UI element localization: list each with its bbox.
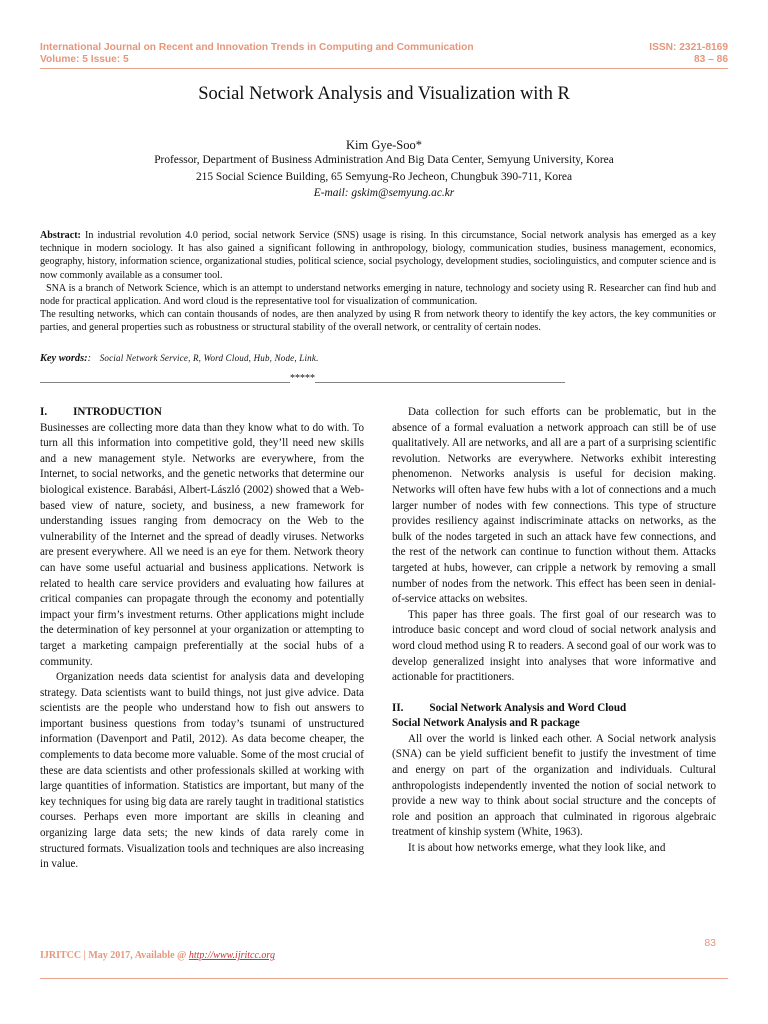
- issn-header: [649, 42, 728, 66]
- header-rule: [40, 68, 728, 69]
- paragraph: This paper has three goals. The first goal of our research was to introduce basic concept and word cloud of social network analysis and word cloud method using R to readers. A second goal of our work was to develop generalized insight into analyses that wore informative and actionable for practitioners.: [392, 608, 716, 684]
- paper-title: Social Network Analysis and Visualization with R: [198, 84, 570, 104]
- section-number: I.: [40, 406, 48, 418]
- section-separator: __________________________________________________*****__________________________________________________: [40, 373, 565, 384]
- page-range: 83 – 86: [694, 54, 728, 65]
- keywords-sep: :: [87, 353, 92, 364]
- spacer: [392, 686, 716, 701]
- abstract-paragraph-2: SNA is a branch of Network Science, which is an attempt to understand networks emerging in nature, technology and society using R. Researcher can find hub and node for practical application. And word cloud is the representative tool for visualization of communication.: [40, 282, 716, 308]
- author-name: Kim Gye-Soo*: [345, 138, 423, 152]
- keywords: [40, 353, 716, 364]
- paragraph: All over the world is linked each other. A Social network analysis (SNA) can be yield sufficient benefit to justify the investment of time and energy on part of the organization and individuals. Cultural anthropologists independently invented the notion of social network to provide a new way to think about social structure and the concepts of role and position an approach that culminated in rigorous algebraic treatment of kinship system (White, 1963).: [392, 732, 716, 839]
- section-heading-sna: [392, 701, 716, 717]
- footer-text: IJRITCC | May 2017, Available @: [40, 950, 187, 961]
- page-number: 83: [704, 937, 716, 949]
- footer: [40, 950, 275, 961]
- keywords-label: Key words:: [40, 353, 88, 364]
- paragraph: Organization needs data scientist for analysis data and developing strategy. Data scientists want to build things, not just give advice. Data scientists are the people who understand how to fish out answers to important business questions from today’s tsunami of unstructured information (Davenport and Patil, 2012). As data become cheaper, the complements to data become more valuable. Some of the most crucial of these are data scientists and other professionals skilled at working with large quantities of information. Statistics are important, but many of the key techniques for using big data are rarely taught in traditional statistics courses. Perhaps even more important are skills in cleaning and organizing large data sets; the new kinds of data rarely come in structured formats. Visualization tools and techniques are also increasing in value.: [40, 671, 364, 871]
- footer-rule: [40, 978, 728, 979]
- affiliation-line-1: Professor, Department of Business Administration And Big Data Center, Semyung University, Korea: [154, 154, 614, 166]
- right-column: [392, 405, 716, 857]
- section-number: II.: [392, 701, 404, 714]
- author-email: E-mail: gskim@semyung.ac.kr: [313, 187, 455, 199]
- left-column: [40, 405, 364, 873]
- section-title: INTRODUCTION: [73, 406, 162, 418]
- abstract-paragraph-1: [40, 229, 716, 282]
- journal-header: [40, 42, 474, 66]
- abstract-text-1: In industrial revolution 4.0 period, social network Service (SNS) usage is rising. In this circumstance, Social network analysis has emerged as a key technique in modern sociology. It has also gained a significant following in anthropology, biology, communication studies, business management, economics, geography, history, information science, organizational studies, political science, social psychology, development studies, sociolinguistics, and computer science and is now commonly available as a consumer tool.: [40, 230, 716, 281]
- keywords-text: Social Network Service, R, Word Cloud, Hub, Node, Link.: [99, 353, 319, 363]
- abstract-label: Abstract:: [40, 230, 81, 241]
- subsection-heading: Social Network Analysis and R package: [392, 717, 580, 730]
- journal-link[interactable]: http://www.ijritcc.org: [188, 950, 275, 961]
- paragraph: It is about how networks emerge, what they look like, and: [408, 842, 666, 855]
- affiliation-line-2: 215 Social Science Building, 65 Semyung-Ro Jecheon, Chungbuk 390-711, Korea: [195, 171, 573, 183]
- journal-name: International Journal on Recent and Innovation Trends in Computing and Communication: [40, 42, 474, 53]
- issn: ISSN: 2321-8169: [649, 42, 728, 53]
- section-heading-introduction: [40, 405, 364, 421]
- abstract-paragraph-3: The resulting networks, which can contain thousands of nodes, are then analyzed by using R from network theory to identify the key actors, the key communities or parties, and general properties such as robustness or structural stability of the overall network, or centrality of certain nodes.: [40, 309, 716, 334]
- volume-issue: Volume: 5 Issue: 5: [40, 54, 129, 65]
- paragraph: Businesses are collecting more data than they know what to do with. To turn all this information into competitive gold, they’ll need new skills and a new management style. Networks are everywhere, from the Internet, to social networks, and the genetic networks that determine our biological existence. Barabási, Albert-László (2002) showed that a Web-based view of nature, society, and business, a new framework for understanding issues ranging from democracy on the Web to the vulnerability of the Internet and the spread of deadly viruses. Networks are present everywhere. All we need is an eye for them. Network theory can have some useful actuarial and business applications. Network is related to health care service providers and evaluating how failures at critical companies can propagate through the economy and potentially impact your firm’s investment returns. Other applications might include the determination of key personnel at your organization or attempting to target a marketing campaign preferentially at the social hubs of a community.: [40, 421, 364, 668]
- section-title: Social Network Analysis and Word Cloud: [429, 701, 627, 714]
- paragraph: Data collection for such efforts can be problematic, but in the absence of a formal evaluation a network approach can still be of use qualitatively. All are networks, and all are a part of a surprising scientific revolution. Networks are everywhere. Networks exhibit interesting phenomenon. Networks analysis is useful for decision making. Networks will often have few hubs with a lot of connections and a much larger number of nodes with few connections. This type of structure provides resiliency against indiscriminate attacks on networks, as the bulk of the nodes targeted in such an attack have few connections, and the rest of the network can continue to function without them. Attacks targeted at hubs, however, can cripple a network by removing a small number of nodes from the network. This effect has been seen in denial-of-service attacks on websites.: [392, 406, 716, 606]
- abstract: [40, 229, 716, 335]
